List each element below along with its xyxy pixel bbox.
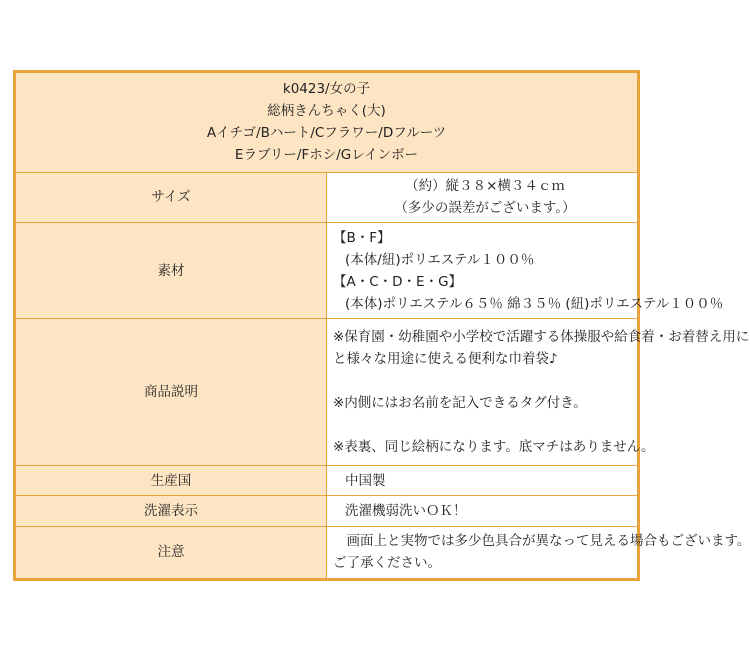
size-dimensions: （約）縦３８×横３４ｃｍ <box>405 178 565 195</box>
washing-text: 洗濯機弱洗いＯＫ！ <box>345 503 467 520</box>
origin-label: 生産国 <box>16 466 327 496</box>
size-value <box>327 172 638 222</box>
description-line-4: ※表裏、同じ絵柄になります。底マチはありません。 <box>333 439 655 456</box>
washing-label: 洗濯表示 <box>16 496 327 526</box>
origin-row <box>16 466 638 496</box>
material-value <box>327 222 724 319</box>
size-row <box>16 172 638 222</box>
header-row <box>16 73 638 173</box>
variant-list-2: Eラブリー/Fホシ/Gレインボー <box>234 147 419 164</box>
info-table <box>15 72 750 579</box>
notes-value <box>327 526 750 578</box>
description-line-2: と様々な用途に使える便利な巾着袋♪ <box>333 351 558 368</box>
description-row <box>16 319 638 466</box>
description-line-1: ※保育園・幼稚園や小学校で活躍する体操服や給食着・お着替え用に <box>333 329 750 346</box>
product-name: 総柄きんちゃく(大) <box>267 103 386 120</box>
material-acdeg-detail: (本体)ポリエステル６５％ 綿３５％ (紐)ポリエステル１００％ <box>345 295 724 312</box>
variant-list-1: Aイチゴ/Bハート/Cフラワー/Dフルーツ <box>206 125 447 142</box>
material-bf-detail: (本体/紐)ポリエステル１００％ <box>345 251 535 268</box>
material-row <box>16 222 638 319</box>
notes-line-1: 画面上と実物では多少色具合が異なって見える場合もございます。 <box>333 533 750 550</box>
description-value <box>327 319 750 466</box>
washing-value <box>327 496 638 526</box>
size-tolerance: （多少の誤差がございます。） <box>394 200 576 217</box>
product-code: k0423/女の子 <box>282 81 371 98</box>
material-group-bf: 【B・F】 <box>333 229 391 246</box>
washing-row <box>16 496 638 526</box>
description-spacer <box>333 414 637 436</box>
product-title-cell <box>16 73 638 173</box>
origin-text: 中国製 <box>345 472 386 489</box>
origin-value <box>327 466 638 496</box>
description-label: 商品説明 <box>16 319 327 466</box>
notes-line-2: ご了承ください。 <box>333 555 441 572</box>
material-group-acdeg: 【A・C・D・E・G】 <box>333 273 463 290</box>
product-info-table <box>13 70 750 581</box>
description-line-3: ※内側にはお名前を記入できるタグ付き。 <box>333 395 587 412</box>
notes-row <box>16 526 638 578</box>
description-spacer <box>333 370 637 392</box>
notes-label: 注意 <box>16 526 327 578</box>
material-label: 素材 <box>16 222 327 319</box>
size-label: サイズ <box>16 172 327 222</box>
